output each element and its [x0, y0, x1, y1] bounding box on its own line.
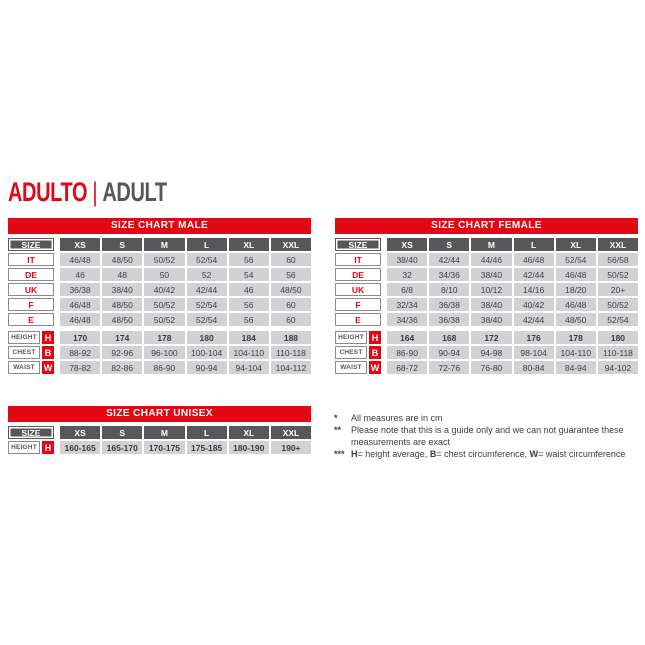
measure-value-cell: 184 — [229, 331, 269, 344]
measure-value-cell: 86-90 — [387, 346, 427, 359]
value-cells — [60, 268, 311, 281]
size-value-cell: 50 — [144, 268, 184, 281]
footnote-marker: * — [334, 413, 338, 423]
footnote — [334, 412, 640, 424]
size-value-cell: 8/10 — [429, 283, 469, 296]
size-row — [335, 283, 638, 296]
measure-value-cell: 188 — [271, 331, 311, 344]
country-label-cell: DE — [8, 268, 54, 281]
table-body — [335, 238, 638, 374]
column-header-row — [335, 238, 638, 251]
column-header-cell: XXL — [598, 238, 638, 251]
column-header-cell: L — [187, 426, 227, 439]
size-value-cell: 56 — [229, 313, 269, 326]
size-value-cell: 48/50 — [556, 313, 596, 326]
measure-value-cell: 104-110 — [556, 346, 596, 359]
measure-label-cell: CHEST — [8, 346, 40, 359]
country-label-cell: UK — [335, 283, 381, 296]
measure-value-cell: 164 — [387, 331, 427, 344]
measure-row — [8, 346, 311, 359]
page-title-primary: ADULTO — [8, 177, 88, 207]
size-value-cell: 50/52 — [144, 313, 184, 326]
size-value-cell: 50/52 — [598, 298, 638, 311]
size-value-cell: 52 — [187, 268, 227, 281]
country-label-cell: F — [335, 298, 381, 311]
measure-label-cell: HEIGHT — [8, 441, 40, 454]
measure-letter-badge: H — [42, 331, 54, 344]
value-cells — [387, 331, 638, 344]
size-value-cell: 42/44 — [187, 283, 227, 296]
measure-value-cell: 94-102 — [598, 361, 638, 374]
size-chart-female-table — [335, 218, 638, 374]
country-label-cell: E — [8, 313, 54, 326]
size-value-cell: 34/36 — [387, 313, 427, 326]
size-value-cell: 56/58 — [598, 253, 638, 266]
size-value-cell: 34/36 — [429, 268, 469, 281]
measure-value-cell: 94-104 — [229, 361, 269, 374]
column-header-cell: XL — [229, 238, 269, 251]
size-value-cell: 32/34 — [387, 298, 427, 311]
size-value-cell: 56 — [229, 298, 269, 311]
size-row — [8, 268, 311, 281]
label-column — [8, 441, 54, 454]
size-value-cell: 38/40 — [471, 298, 511, 311]
size-chart-unisex-table — [8, 406, 311, 454]
measure-value-cell: 170 — [60, 331, 100, 344]
column-header-cell: M — [144, 426, 184, 439]
country-label-cell: IT — [8, 253, 54, 266]
label-column — [335, 253, 381, 266]
label-column — [8, 313, 54, 326]
column-header-cell: XS — [60, 238, 100, 251]
size-value-cell: 54 — [229, 268, 269, 281]
label-column — [8, 426, 54, 439]
size-value-cell: 46/48 — [60, 253, 100, 266]
size-row — [8, 283, 311, 296]
label-column — [335, 331, 381, 344]
size-value-cell: 48/50 — [102, 253, 142, 266]
size-value-cell: 46/48 — [60, 298, 100, 311]
measure-value-cell: 110-118 — [271, 346, 311, 359]
page-title — [8, 179, 167, 205]
size-value-cell: 46/48 — [556, 298, 596, 311]
size-value-cell: 56 — [229, 253, 269, 266]
size-value-cell: 36/38 — [60, 283, 100, 296]
value-cells — [387, 253, 638, 266]
footnote-text: H= height average, B= chest circumference, W= waist circumference — [351, 449, 626, 459]
footnote-text: All measures are in cm — [351, 413, 443, 423]
size-value-cell: 46/48 — [556, 268, 596, 281]
page-title-separator: | — [92, 177, 98, 207]
label-column — [8, 268, 54, 281]
measure-row — [8, 361, 311, 374]
size-value-cell: 56 — [271, 268, 311, 281]
measure-letter-badge: B — [42, 346, 54, 359]
measure-value-cell: 104-110 — [229, 346, 269, 359]
size-value-cell: 46 — [229, 283, 269, 296]
size-value-cell: 52/54 — [187, 253, 227, 266]
measure-row — [8, 441, 311, 454]
table-title-banner: SIZE CHART UNISEX — [8, 406, 311, 422]
column-header-cell: S — [102, 238, 142, 251]
column-header-cell: L — [187, 238, 227, 251]
size-value-cell: 48/50 — [271, 283, 311, 296]
size-value-cell: 60 — [271, 298, 311, 311]
size-value-cell: 52/54 — [556, 253, 596, 266]
size-value-cell: 42/44 — [514, 268, 554, 281]
footnotes — [334, 412, 640, 460]
country-label-cell: E — [335, 313, 381, 326]
size-value-cell: 18/20 — [556, 283, 596, 296]
measure-value-cell: 84-94 — [556, 361, 596, 374]
measure-value-cell: 176 — [514, 331, 554, 344]
measure-label-cell: HEIGHT — [335, 331, 367, 344]
value-cells — [60, 298, 311, 311]
value-cells — [60, 313, 311, 326]
size-row — [335, 298, 638, 311]
table-body — [8, 426, 311, 454]
size-value-cell: 40/42 — [514, 298, 554, 311]
measure-value-cell: 76-80 — [471, 361, 511, 374]
measure-row — [335, 361, 638, 374]
size-value-cell: 38/40 — [471, 313, 511, 326]
value-cells — [387, 268, 638, 281]
label-column — [335, 268, 381, 281]
table-title-banner: SIZE CHART FEMALE — [335, 218, 638, 234]
measure-value-cell: 100-104 — [187, 346, 227, 359]
measure-letter-badge: W — [43, 362, 53, 373]
size-value-cell: 50/52 — [144, 253, 184, 266]
measure-value-cell: 94-98 — [471, 346, 511, 359]
column-header-cell: XL — [229, 426, 269, 439]
size-row — [335, 253, 638, 266]
size-corner-cell: SIZE — [8, 238, 54, 251]
size-value-cell: 44/46 — [471, 253, 511, 266]
measure-value-cell: 90-94 — [429, 346, 469, 359]
country-label-cell: UK — [8, 283, 54, 296]
label-column — [335, 298, 381, 311]
table-title-banner: SIZE CHART MALE — [8, 218, 311, 234]
size-value-cell: 48/50 — [102, 313, 142, 326]
column-header-row — [8, 238, 311, 251]
label-column — [8, 361, 54, 374]
value-cells — [60, 283, 311, 296]
measure-value-cell: 72-76 — [429, 361, 469, 374]
label-column — [335, 238, 381, 251]
measure-label-cell: CHEST — [335, 346, 367, 359]
measure-value-cell: 160-165 — [60, 441, 100, 454]
label-column — [8, 298, 54, 311]
size-value-cell: 46/48 — [60, 313, 100, 326]
measure-letter-badge: H — [42, 441, 54, 454]
value-cells — [387, 313, 638, 326]
value-cells — [60, 441, 311, 454]
measure-value-cell: 178 — [556, 331, 596, 344]
measure-value-cell: 92-96 — [102, 346, 142, 359]
value-cells — [60, 253, 311, 266]
size-corner-cell: SIZE — [335, 238, 381, 251]
value-cells — [60, 426, 311, 439]
column-header-cell: L — [514, 238, 554, 251]
measure-label-cell: HEIGHT — [8, 331, 40, 344]
measure-value-cell: 165-170 — [102, 441, 142, 454]
column-header-cell: M — [144, 238, 184, 251]
column-header-row — [8, 426, 311, 439]
measure-value-cell: 174 — [102, 331, 142, 344]
size-value-cell: 52/54 — [187, 313, 227, 326]
measure-value-cell: 104-112 — [271, 361, 311, 374]
measure-label-cell: WAIST — [335, 361, 367, 374]
value-cells — [60, 331, 311, 344]
size-chart-male-table — [8, 218, 311, 374]
size-row — [335, 313, 638, 326]
measure-value-cell: 86-90 — [144, 361, 184, 374]
size-value-cell: 60 — [271, 253, 311, 266]
footnote-text: Please note that this is a guide only and we can not guarantee these measurements are exact — [351, 425, 624, 447]
size-value-cell: 52/54 — [598, 313, 638, 326]
measure-value-cell: 180 — [598, 331, 638, 344]
footnote-marker: *** — [334, 449, 345, 459]
value-cells — [387, 238, 638, 251]
value-cells — [387, 283, 638, 296]
size-value-cell: 42/44 — [429, 253, 469, 266]
column-header-cell: S — [102, 426, 142, 439]
measure-value-cell: 172 — [471, 331, 511, 344]
size-value-cell: 60 — [271, 313, 311, 326]
measure-value-cell: 110-118 — [598, 346, 638, 359]
label-column — [8, 346, 54, 359]
size-row — [8, 298, 311, 311]
measure-value-cell: 175-185 — [187, 441, 227, 454]
size-value-cell: 14/16 — [514, 283, 554, 296]
country-label-cell: F — [8, 298, 54, 311]
size-value-cell: 52/54 — [187, 298, 227, 311]
value-cells — [387, 346, 638, 359]
measure-row — [335, 346, 638, 359]
label-column — [8, 331, 54, 344]
measure-letter-badge: H — [369, 331, 381, 344]
size-value-cell: 10/12 — [471, 283, 511, 296]
size-value-cell: 38/40 — [471, 268, 511, 281]
size-row — [8, 313, 311, 326]
column-header-cell: S — [429, 238, 469, 251]
label-column — [335, 283, 381, 296]
measure-value-cell: 168 — [429, 331, 469, 344]
size-value-cell: 38/40 — [387, 253, 427, 266]
size-value-cell: 48/50 — [102, 298, 142, 311]
size-value-cell: 36/38 — [429, 313, 469, 326]
label-column — [335, 346, 381, 359]
measure-value-cell: 88-92 — [60, 346, 100, 359]
value-cells — [60, 238, 311, 251]
label-column — [335, 313, 381, 326]
label-column — [8, 253, 54, 266]
measure-value-cell: 68-72 — [387, 361, 427, 374]
size-value-cell: 6/8 — [387, 283, 427, 296]
column-header-cell: XS — [387, 238, 427, 251]
size-value-cell: 46/48 — [514, 253, 554, 266]
size-row — [335, 268, 638, 281]
measure-value-cell: 96-100 — [144, 346, 184, 359]
table-body — [8, 238, 311, 374]
measure-value-cell: 98-104 — [514, 346, 554, 359]
measure-letter-badge: B — [369, 346, 381, 359]
measure-value-cell: 82-86 — [102, 361, 142, 374]
column-header-cell: XXL — [271, 426, 311, 439]
measure-row — [8, 331, 311, 344]
column-header-cell: XXL — [271, 238, 311, 251]
column-header-cell: XL — [556, 238, 596, 251]
size-row — [8, 253, 311, 266]
value-cells — [387, 361, 638, 374]
column-header-cell: M — [471, 238, 511, 251]
measure-letter-badge: W — [370, 362, 380, 373]
measure-value-cell: 180 — [187, 331, 227, 344]
size-value-cell: 50/52 — [144, 298, 184, 311]
size-value-cell: 42/44 — [514, 313, 554, 326]
column-header-cell: XS — [60, 426, 100, 439]
measure-row — [335, 331, 638, 344]
value-cells — [387, 298, 638, 311]
footnote-marker: ** — [334, 425, 342, 435]
label-column — [8, 238, 54, 251]
country-label-cell: IT — [335, 253, 381, 266]
measure-value-cell: 178 — [144, 331, 184, 344]
value-cells — [60, 361, 311, 374]
size-value-cell: 38/40 — [102, 283, 142, 296]
size-value-cell: 36/38 — [429, 298, 469, 311]
measure-value-cell: 80-84 — [514, 361, 554, 374]
label-column — [335, 361, 381, 374]
size-value-cell: 20+ — [598, 283, 638, 296]
size-value-cell: 48 — [102, 268, 142, 281]
footnote — [334, 448, 640, 460]
measure-value-cell: 180-190 — [229, 441, 269, 454]
size-corner-cell: SIZE — [8, 426, 54, 439]
size-value-cell: 46 — [60, 268, 100, 281]
size-value-cell: 40/42 — [144, 283, 184, 296]
measure-value-cell: 78-82 — [60, 361, 100, 374]
size-value-cell: 50/52 — [598, 268, 638, 281]
measure-value-cell: 170-175 — [144, 441, 184, 454]
label-column — [8, 283, 54, 296]
value-cells — [60, 346, 311, 359]
measure-value-cell: 190+ — [271, 441, 311, 454]
measure-value-cell: 90-94 — [187, 361, 227, 374]
footnote — [334, 424, 640, 448]
size-value-cell: 32 — [387, 268, 427, 281]
country-label-cell: DE — [335, 268, 381, 281]
page-title-secondary: ADULT — [102, 177, 167, 207]
measure-label-cell: WAIST — [8, 361, 40, 374]
